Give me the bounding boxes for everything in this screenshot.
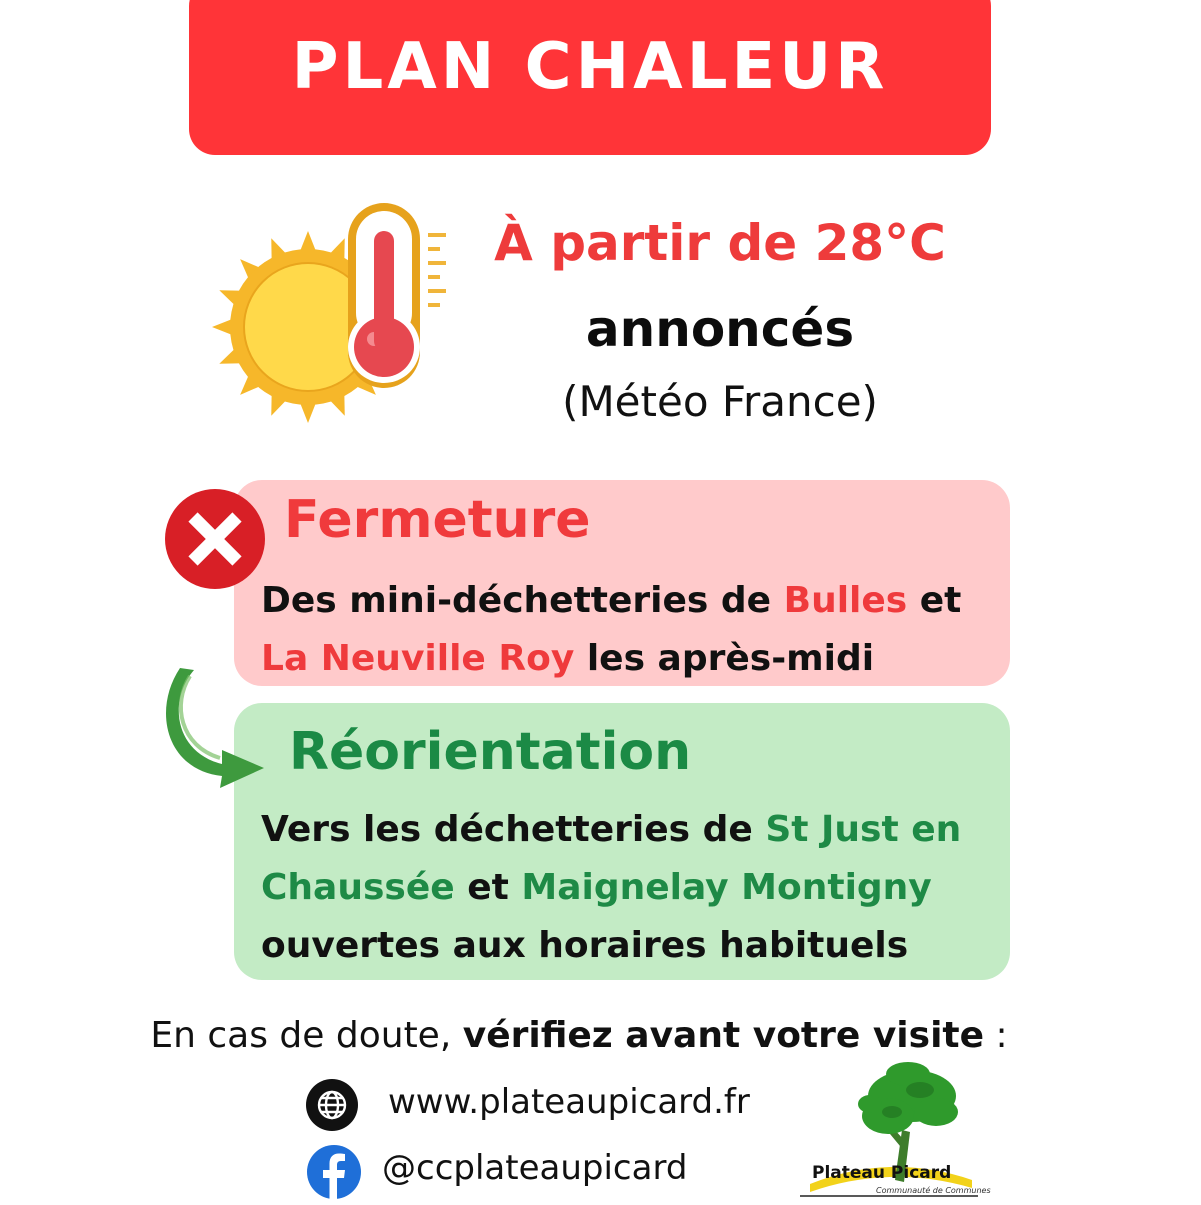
x-mark-icon	[163, 487, 267, 591]
closure-text-part: Des mini-déchetteries de	[261, 580, 784, 621]
page-title: PLAN CHALEUR	[291, 30, 889, 104]
logo-name: Plateau Picard	[812, 1163, 952, 1183]
facebook-handle-link[interactable]: @ccplateaupicard	[382, 1148, 688, 1188]
closure-text-part: les après-midi	[574, 638, 875, 679]
announced-label: annoncés	[585, 300, 855, 358]
redirect-heading: Réorientation	[289, 722, 692, 782]
verify-suffix: :	[984, 1015, 1008, 1056]
redirect-text-part: ouvertes aux horaires habituels	[261, 925, 909, 966]
redirect-place-maignelay: Maignelay Montigny	[521, 867, 932, 908]
temperature-threshold: À partir de 28°C	[494, 214, 946, 272]
redirect-text	[261, 801, 1001, 975]
closure-text-part: et	[907, 580, 962, 621]
logo-subtitle: Communauté de Communes	[876, 1186, 991, 1195]
source-label: (Météo France)	[562, 377, 878, 426]
closure-place-bulles: Bulles	[783, 580, 908, 621]
sun-thermometer-icon	[210, 195, 450, 440]
closure-heading: Fermeture	[284, 490, 591, 550]
redirect-text-part: Vers les déchetteries de	[261, 809, 766, 850]
redirect-place-st-just: St Just en Chaussée	[261, 809, 962, 908]
redirect-text-part: et	[454, 867, 522, 908]
verify-bold: vérifiez avant votre visite	[462, 1015, 985, 1056]
curved-arrow-icon	[160, 660, 270, 790]
website-link[interactable]: www.plateaupicard.fr	[388, 1082, 750, 1122]
globe-icon	[306, 1079, 358, 1131]
closure-text	[261, 572, 1001, 688]
closure-place-neuville: La Neuville Roy	[261, 638, 575, 679]
verify-notice	[0, 1015, 1158, 1056]
facebook-icon	[307, 1145, 361, 1199]
verify-prefix: En cas de doute,	[150, 1015, 463, 1056]
